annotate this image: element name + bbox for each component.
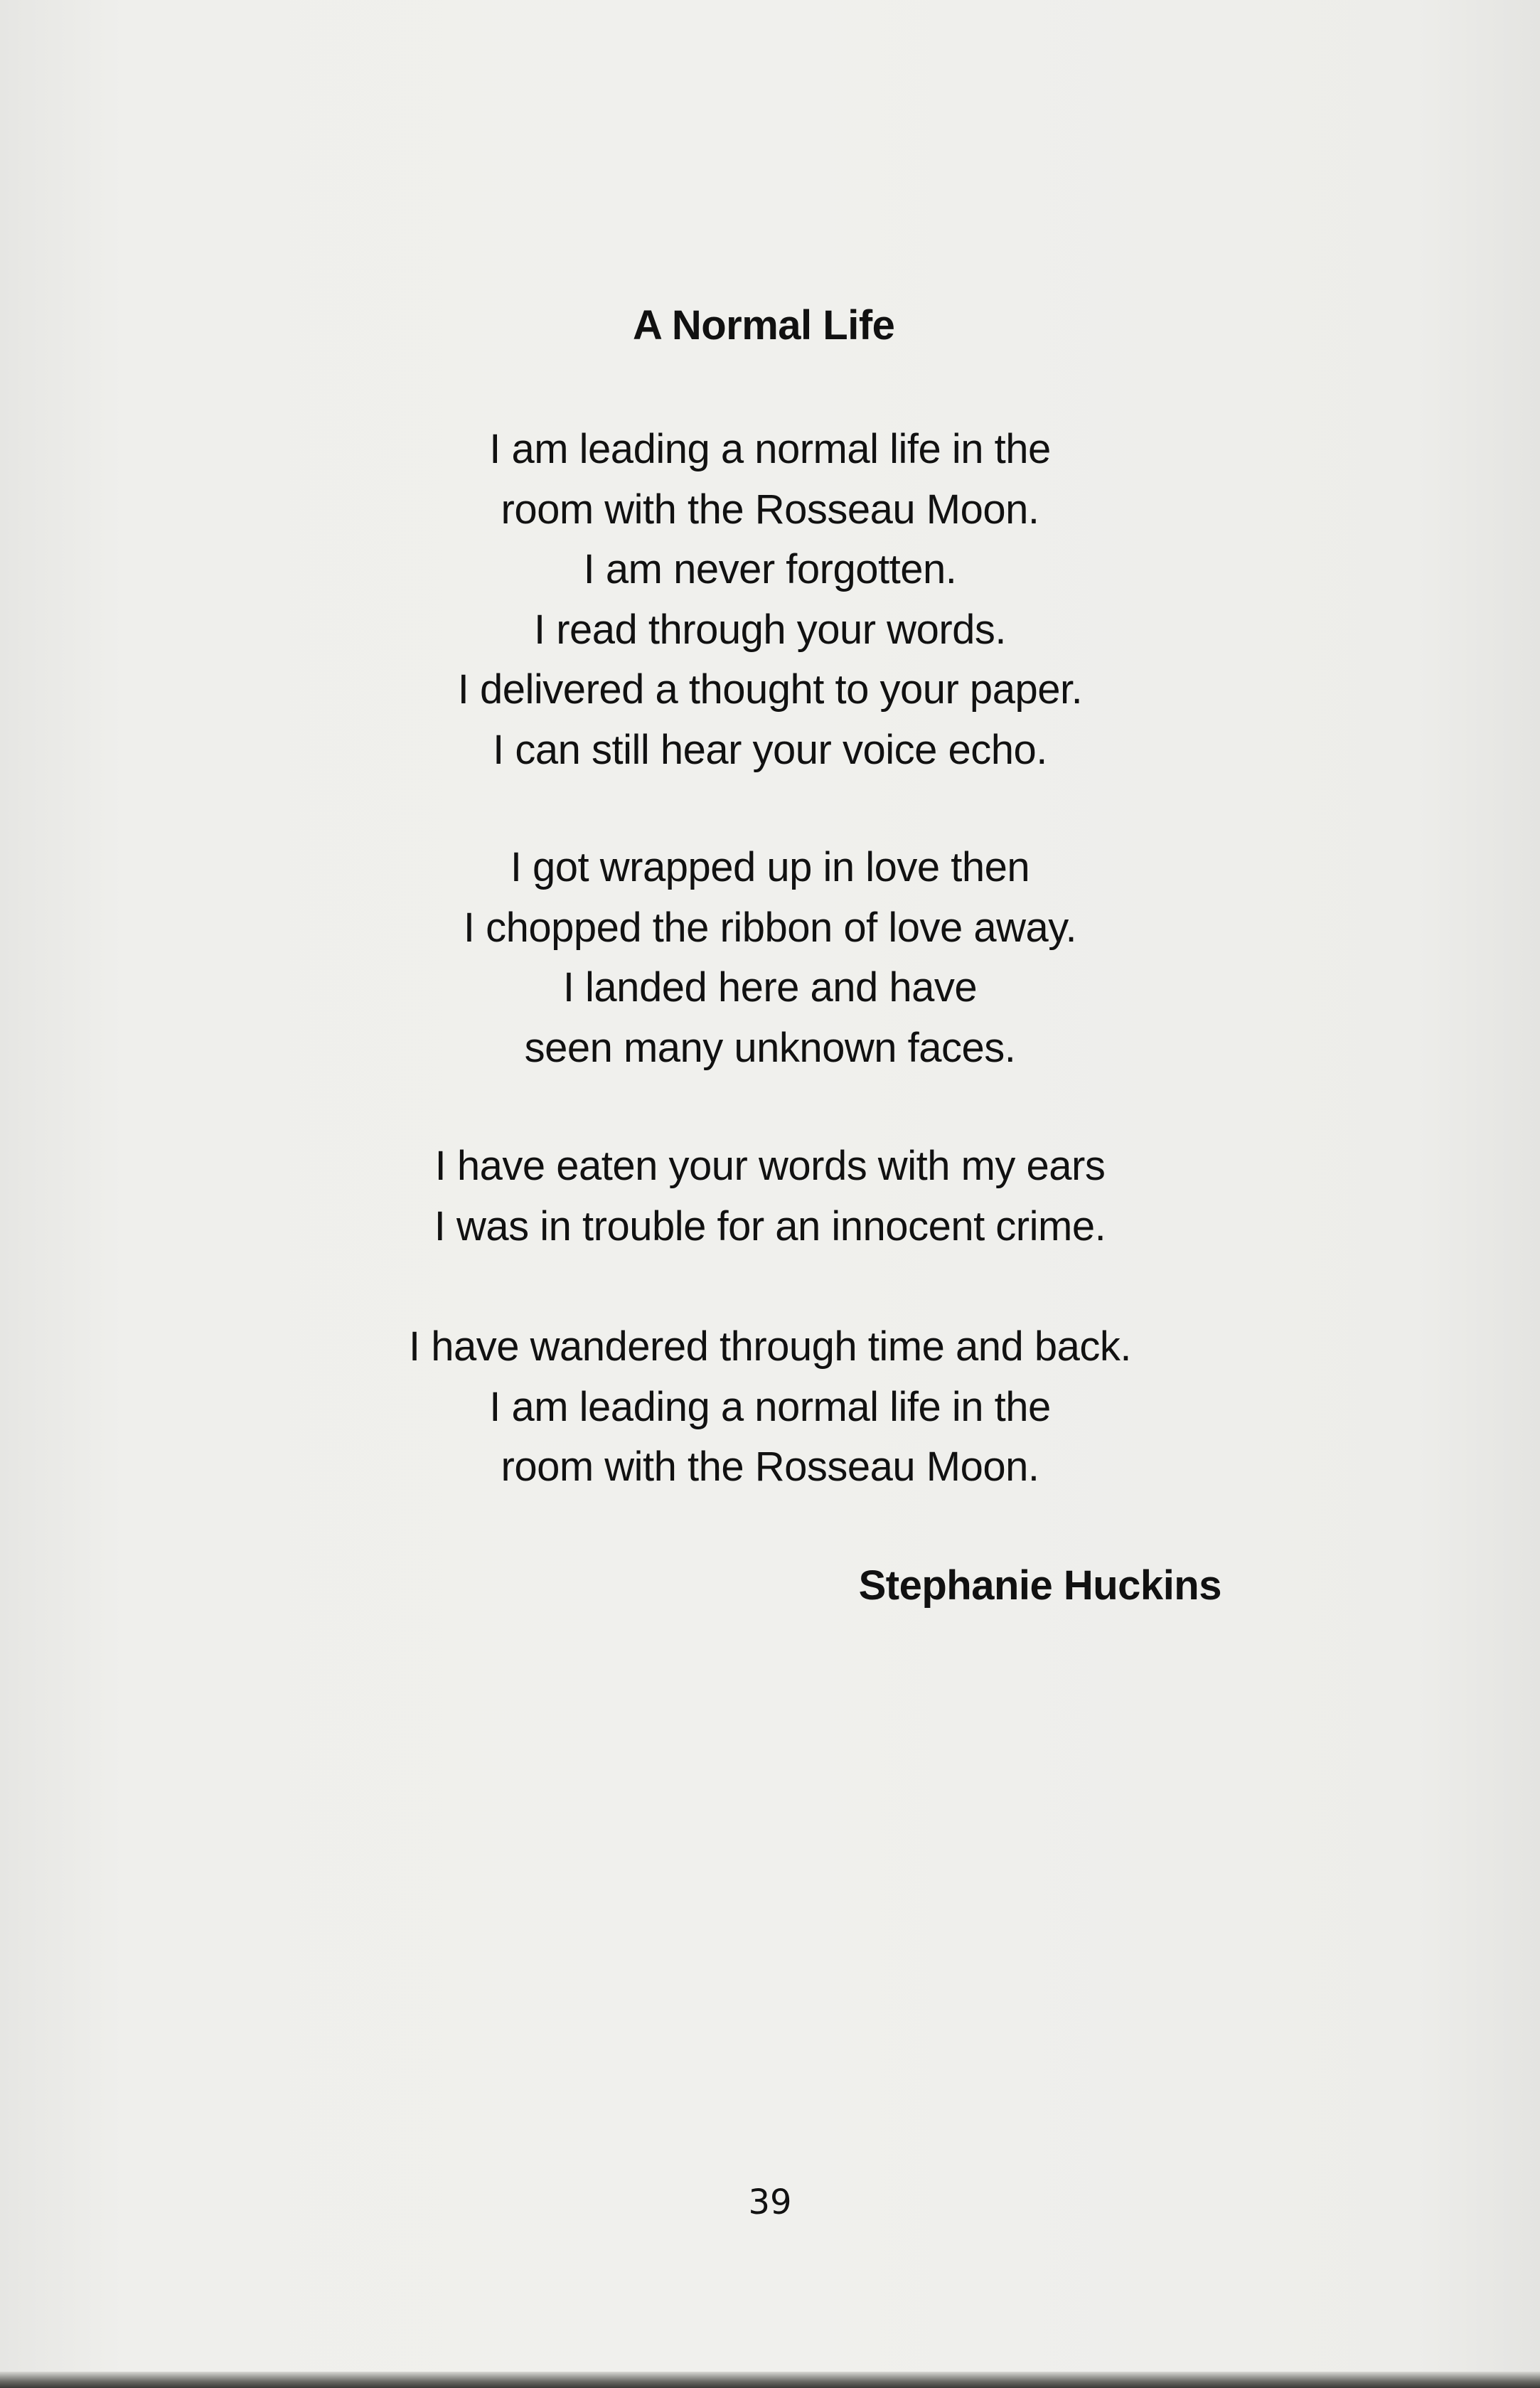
poem-line: I chopped the ribbon of love away. bbox=[463, 904, 1077, 951]
poem-line: room with the Rosseau Moon. bbox=[501, 486, 1039, 533]
poem-line: I am leading a normal life in the bbox=[489, 426, 1051, 472]
stanza-2 bbox=[0, 838, 1540, 1078]
poem-line: seen many unknown faces. bbox=[524, 1024, 1016, 1071]
page-number: 39 bbox=[748, 2182, 792, 2222]
poem-line: I read through your words. bbox=[533, 606, 1007, 653]
poem-line: room with the Rosseau Moon. bbox=[501, 1444, 1039, 1490]
poem-line: I landed here and have bbox=[562, 964, 978, 1011]
poem-line: I got wrapped up in love then bbox=[510, 844, 1030, 890]
poem-line: I delivered a thought to your paper. bbox=[457, 666, 1083, 713]
stanza-1 bbox=[0, 420, 1540, 780]
poem-line: I am never forgotten. bbox=[583, 546, 957, 592]
poem-line: I can still hear your voice echo. bbox=[493, 726, 1047, 773]
poem-line: I am leading a normal life in the bbox=[489, 1383, 1051, 1430]
poem-line: I was in trouble for an innocent crime. bbox=[434, 1203, 1106, 1249]
poem-author: Stephanie Huckins bbox=[858, 1562, 1221, 1609]
poem-line: I have eaten your words with my ears bbox=[434, 1143, 1106, 1189]
stanza-4 bbox=[0, 1317, 1540, 1498]
poem-title: A Normal Life bbox=[633, 302, 895, 348]
poem-line: I have wandered through time and back. bbox=[409, 1323, 1131, 1370]
page-bottom-edge bbox=[0, 2372, 1540, 2388]
stanza-3 bbox=[0, 1136, 1540, 1257]
